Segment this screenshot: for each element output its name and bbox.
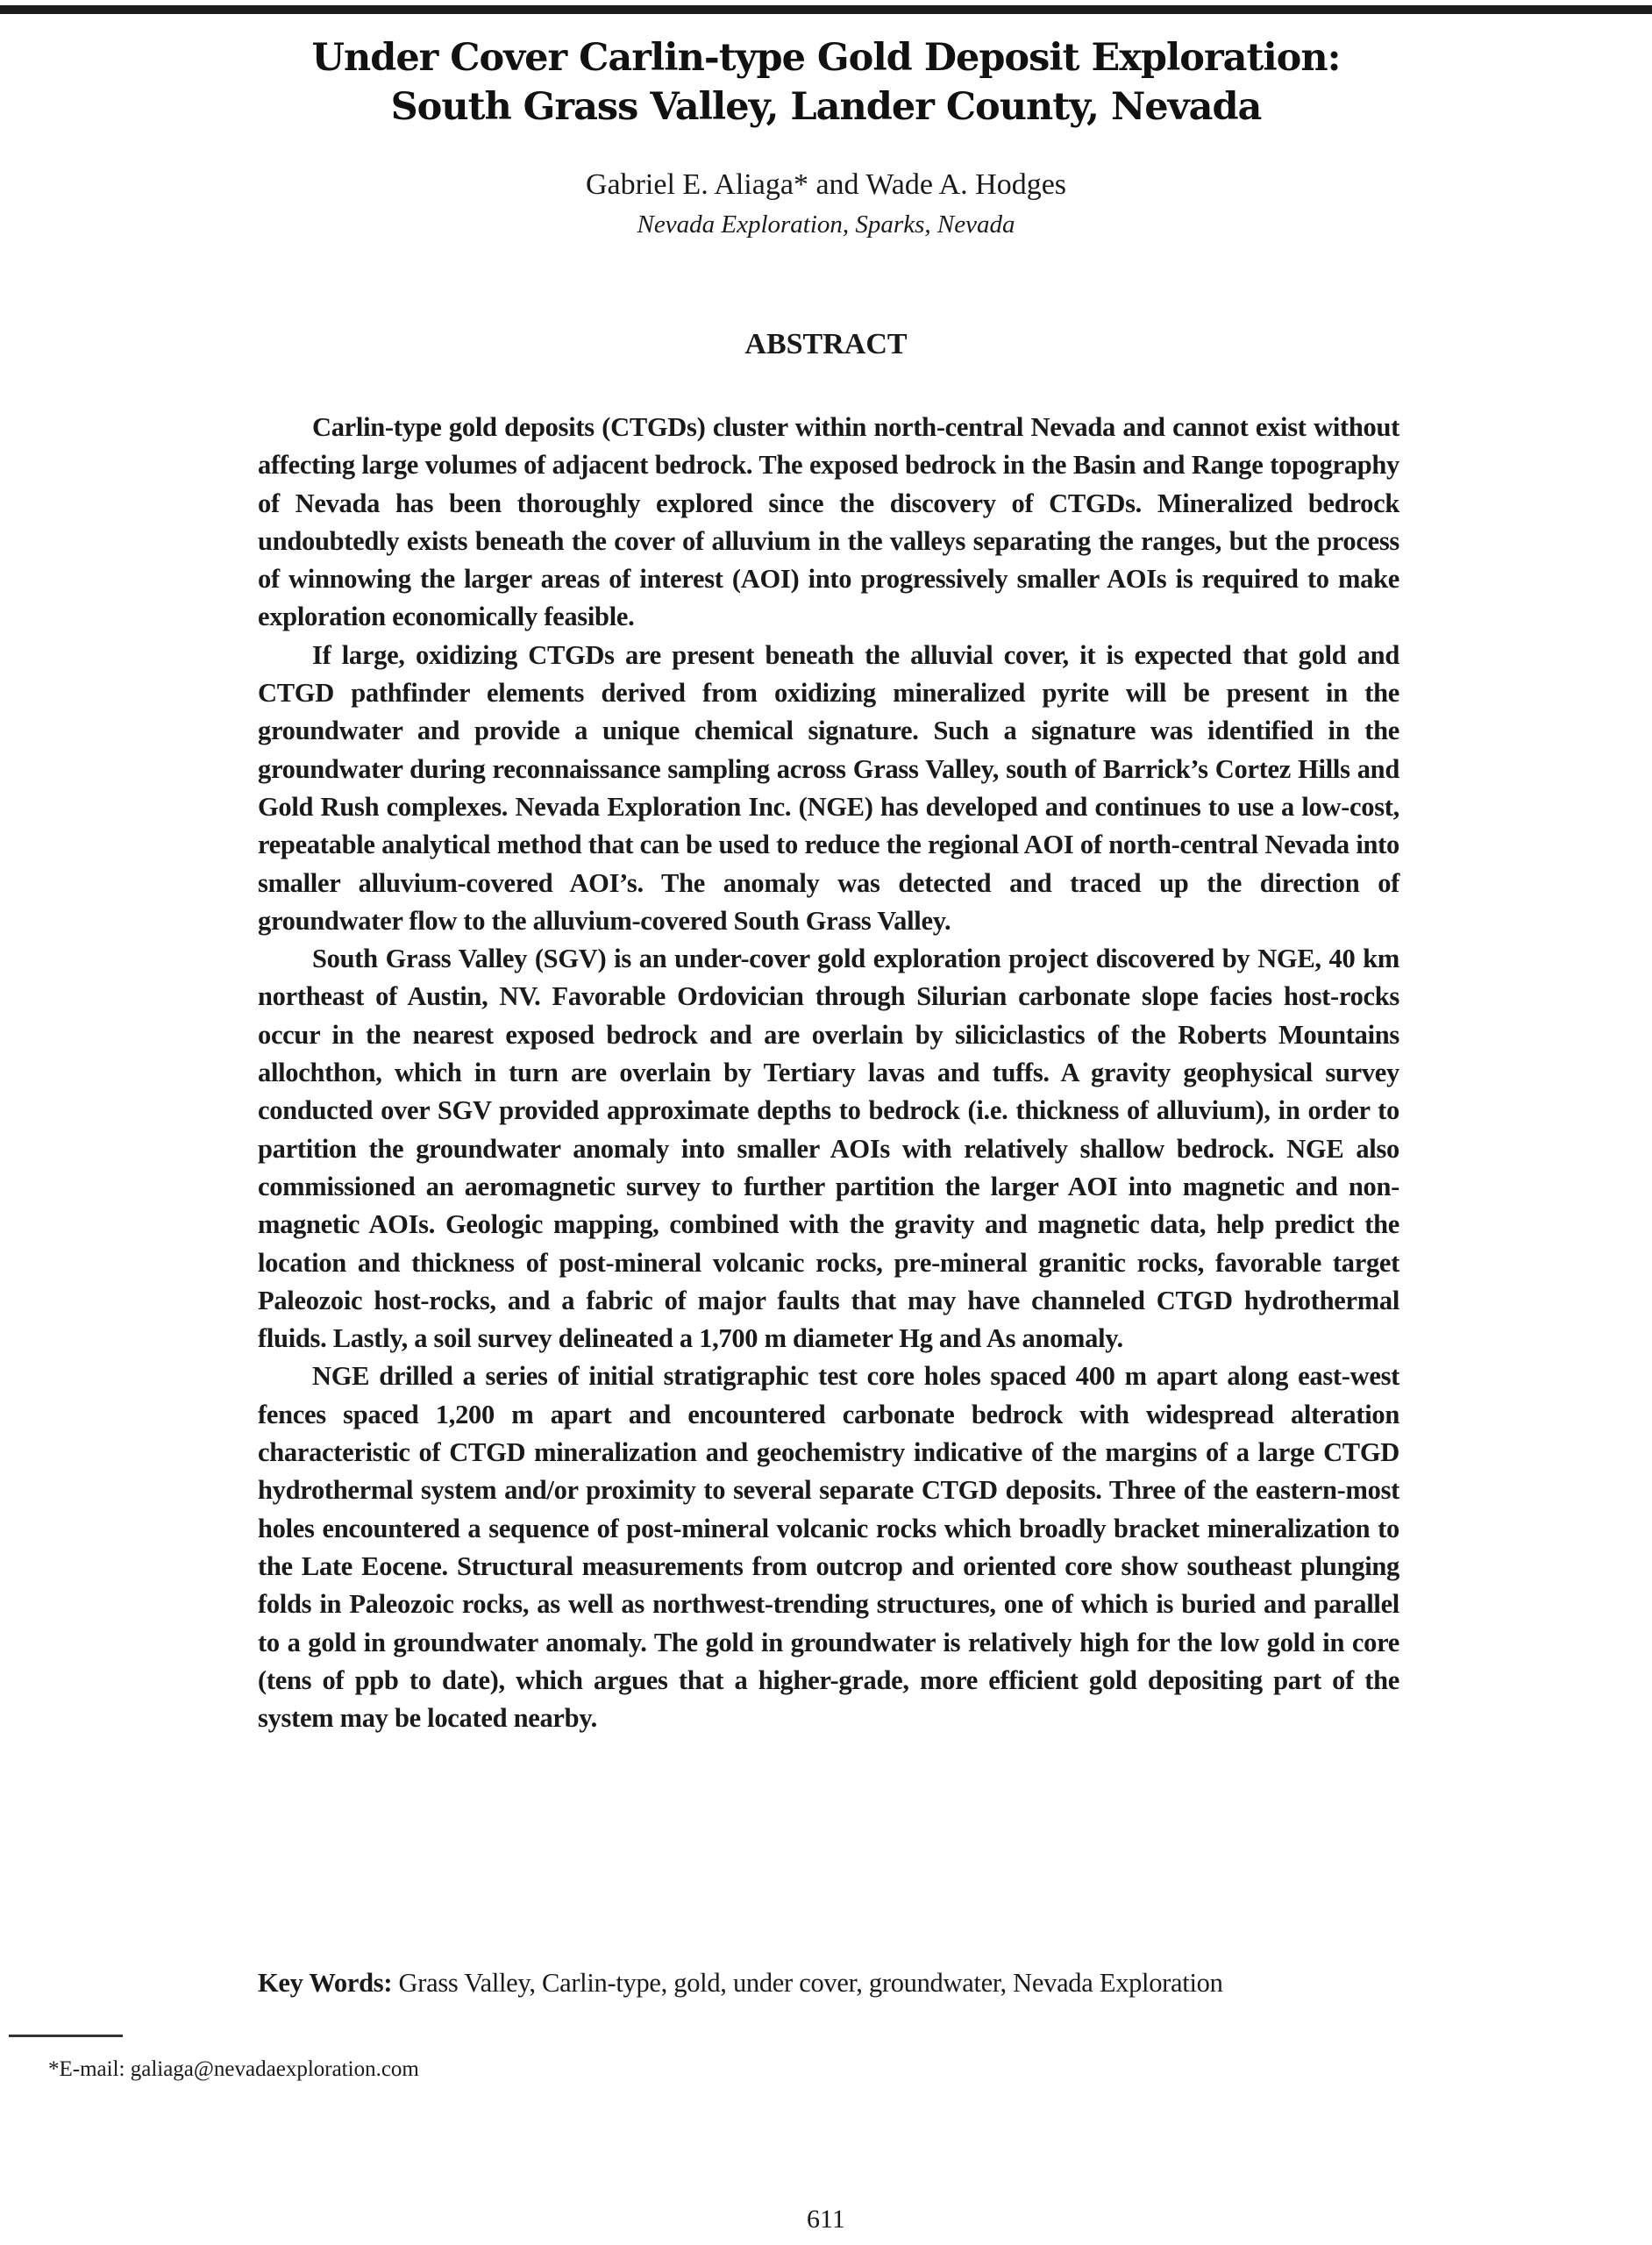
keywords-label: Key Words: xyxy=(258,1968,393,1998)
keywords-text: Grass Valley, Carlin-type, gold, under cover, groundwater, Nevada Exploration xyxy=(392,1968,1223,1998)
footnote-email: *E-mail: galiaga@nevadaexploration.com xyxy=(48,2057,419,2081)
authors: Gabriel E. Aliaga* and Wade A. Hodges xyxy=(585,168,1067,201)
footnote-rule xyxy=(9,2035,123,2037)
abstract-paragraph: NGE drilled a series of initial stratigraphic test core holes spaced 400 m apart along east-west fences spaced 1,200 m apart and encountered carbonate bedrock with widespread alteration characteristic of CTGD mineralization and geochemistry indicative of the margins of a large CTGD hydrothermal system and/or proximity to several separate CTGD deposits. Three of the eastern-most holes encountered a sequence of post-mineral volcanic rocks which broadly bracket mineralization to the Late Eocene. Structural measurements from outcrop and oriented core show southeast plunging folds in Paleozoic rocks, as well as northwest-trending structures, one of which is buried and parallel to a gold in groundwater anomaly. The gold in groundwater is relatively high for the low gold in core (tens of ppb to date), which argues that a higher-grade, more efficient gold depositing part of the system may be located nearby. xyxy=(258,1361,1399,1734)
page-number: 611 xyxy=(807,2205,845,2234)
affiliation: Nevada Exploration, Sparks, Nevada xyxy=(637,210,1015,239)
abstract-paragraph: South Grass Valley (SGV) is an under-cover gold exploration project discovered by NGE, 40 km northeast of Austin, NV. Favorable Ordovician through Silurian carbonate slope facies host-rocks occur in the nearest exposed bedrock and are overlain by siliciclastics of the Roberts Mountains allochthon, which in turn are overlain by Tertiary lavas and tuffs. A gravity geophysical survey conducted over SGV provided approximate depths to bedrock (i.e. thickness of alluvium), in order to partition the groundwater anomaly into smaller AOIs with relatively shallow bedrock. NGE also commissioned an aeromagnetic survey to further partition the larger AOI into magnetic and non-magnetic AOIs. Geologic mapping, combined with the gravity and magnetic data, help predict the location and thickness of post-mineral volcanic rocks, pre-mineral granitic rocks, favorable target Paleozoic host-rocks, and a fabric of major faults that may have channeled CTGD hydrothermal fluids. Lastly, a soil survey delineated a 1,700 m diameter Hg and As anomaly. xyxy=(258,944,1399,1354)
abstract-body xyxy=(258,409,1399,1737)
paper-title xyxy=(0,33,1652,132)
abstract-heading: ABSTRACT xyxy=(744,328,908,360)
abstract-paragraph: Carlin-type gold deposits (CTGDs) cluster within north-central Nevada and cannot exist without affecting large volumes of adjacent bedrock. The exposed bedrock in the Basin and Range topography of Nevada has been thoroughly explored since the discovery of CTGDs. Mineralized bedrock undoubtedly exists beneath the cover of alluvium in the valleys separating the ranges, but the process of winnowing the larger areas of interest (AOI) into progressively smaller AOIs is required to make exploration economically feasible. xyxy=(258,412,1399,632)
top-rule xyxy=(0,5,1652,14)
title-line-1: Under Cover Carlin-type Gold Deposit Exploration: xyxy=(311,36,1341,80)
title-line-2: South Grass Valley, Lander County, Nevada xyxy=(390,85,1262,129)
keywords xyxy=(258,1968,1399,1999)
abstract-paragraph: If large, oxidizing CTGDs are present beneath the alluvial cover, it is expected that gold and CTGD pathfinder elements derived from oxidizing mineralized pyrite will be present in the groundwater and provide a unique chemical signature. Such a signature was identified in the groundwater during reconnaissance sampling across Grass Valley, south of Barrick’s Cortez Hills and Gold Rush complexes. Nevada Exploration Inc. (NGE) has developed and continues to use a low-cost, repeatable analytical method that can be used to reduce the regional AOI of north-central Nevada into smaller alluvium-covered AOI’s. The anomaly was detected and traced up the direction of groundwater flow to the alluvium-covered South Grass Valley. xyxy=(258,639,1399,936)
